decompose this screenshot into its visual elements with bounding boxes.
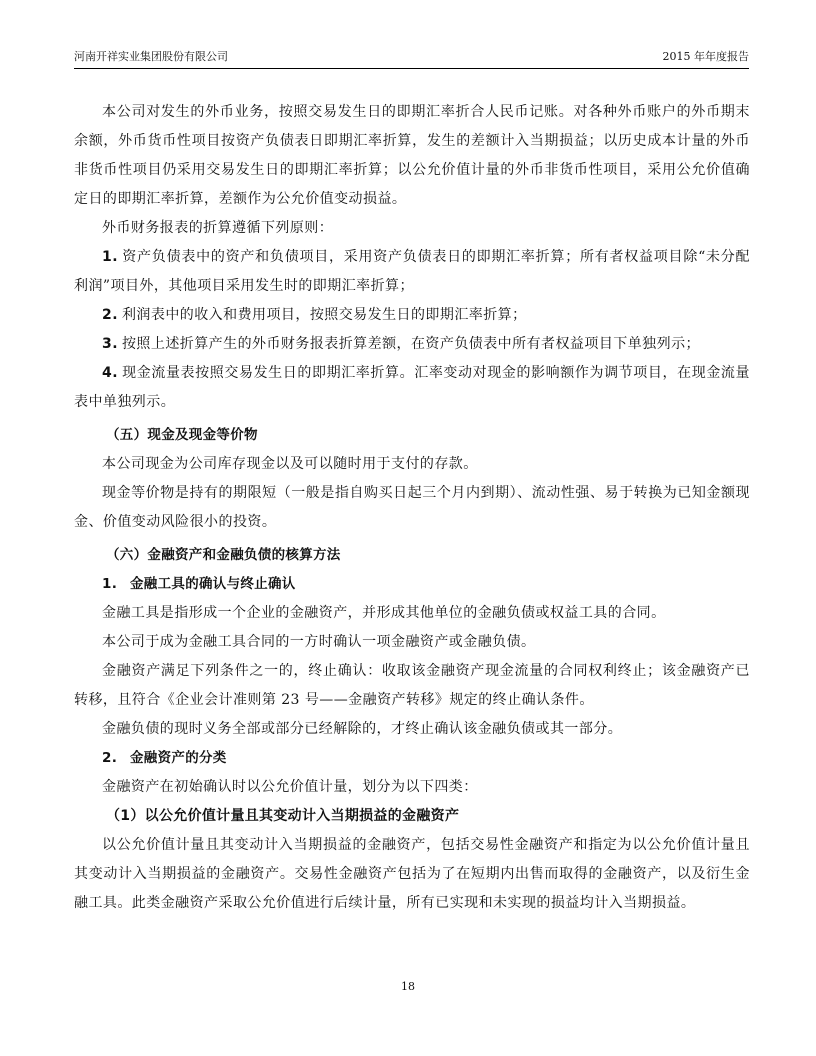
rule-item-1	[74, 243, 750, 301]
company-name: 河南开祥实业集团股份有限公司	[74, 50, 228, 63]
page-number: 18	[401, 980, 415, 993]
rule-text: 现金流量表按照交易发生日的即期汇率折算。汇率变动对现金的影响额作为调节项目，在现金流量表中单独列示。	[74, 365, 750, 410]
paragraph-foreign-currency: 本公司对发生的外币业务，按照交易发生日的即期汇率折合人民币记账。对各种外币账户的外币期末余额，外币货币性项目按资产负债表日即期汇率折算，发生的差额计入当期损益；以历史成本计量的外币非货币性项目仍采用交易发生日的即期汇率折算；以公允价值计量的外币非货币性项目，采用公允价值确定日的即期汇率折算，差额作为公允价值变动损益。	[74, 104, 750, 207]
subsection-number: 2.	[102, 750, 118, 766]
rule-item-3	[74, 330, 750, 359]
subsection-title: 金融工具的确认与终止确认	[130, 576, 296, 592]
subsection-heading-classification	[74, 744, 750, 773]
paragraph-translation-principles: 外币财务报表的折算遵循下列原则：	[102, 220, 334, 236]
paragraph-classification: 金融资产在初始确认时以公允价值计量，划分为以下四类：	[102, 779, 478, 795]
rule-item-2	[74, 301, 750, 330]
rule-text: 利润表中的收入和费用项目，按照交易发生日的即期汇率折算；	[121, 307, 527, 323]
paragraph-cash-equivalents: 现金等价物是持有的期限短（一般是指自购买日起三个月内到期）、流动性强、易于转换为已知金额现金、价值变动风险很小的投资。	[74, 485, 750, 530]
rule-text: 按照上述折算产生的外币财务报表折算差额，在资产负债表中所有者权益项目下单独列示；	[121, 336, 700, 352]
paragraph-derecognition-liabilities: 金融负债的现时义务全部或部分已经解除的，才终止确认该金融负债或其一部分。	[102, 721, 623, 737]
rule-item-4	[74, 359, 750, 417]
rule-number: 1.	[102, 249, 118, 265]
paragraph-cash: 本公司现金为公司库存现金以及可以随时用于支付的存款。	[102, 456, 478, 472]
page-header	[74, 50, 749, 69]
rule-number: 4.	[102, 365, 118, 381]
section-heading-financial-instruments: （六）金融资产和金融负债的核算方法	[106, 547, 341, 563]
subsection-title: 金融资产的分类	[130, 750, 227, 766]
rule-text: 资产负债表中的资产和负债项目，采用资产负债表日的即期汇率折算；所有者权益项目除“未分配利润”项目外，其他项目采用发生时的即期汇率折算；	[74, 249, 750, 294]
rule-number: 3.	[102, 336, 118, 352]
paragraph-definition: 金融工具是指形成一个企业的金融资产，并形成其他单位的金融负债或权益工具的合同。	[102, 605, 666, 621]
subsection-number: 1.	[102, 576, 118, 592]
report-title: 2015 年年度报告	[662, 50, 749, 63]
paragraph-recognition: 本公司于成为金融工具合同的一方时确认一项金融资产或金融负债。	[102, 634, 536, 650]
rule-number: 2.	[102, 307, 118, 323]
document-body	[74, 98, 750, 918]
subsection-heading-recognition	[74, 570, 750, 599]
paragraph-derecognition-assets: 金融资产满足下列条件之一的，终止确认：收取该金融资产现金流量的合同权利终止；该金融资产已转移，且符合《企业会计准则第 23 号——金融资产转移》规定的终止确认条件。	[74, 663, 750, 708]
item-heading-fvtpl: （1）以公允价值计量且其变动计入当期损益的金融资产	[106, 808, 460, 824]
section-heading-cash: （五）现金及现金等价物	[106, 427, 258, 443]
paragraph-fvtpl: 以公允价值计量且其变动计入当期损益的金融资产，包括交易性金融资产和指定为以公允价值计量且其变动计入当期损益的金融资产。交易性金融资产包括为了在短期内出售而取得的金融资产，以及衍生金融工具。此类金融资产采取公允价值进行后续计量，所有已实现和未实现的损益均计入当期损益。	[74, 837, 750, 911]
